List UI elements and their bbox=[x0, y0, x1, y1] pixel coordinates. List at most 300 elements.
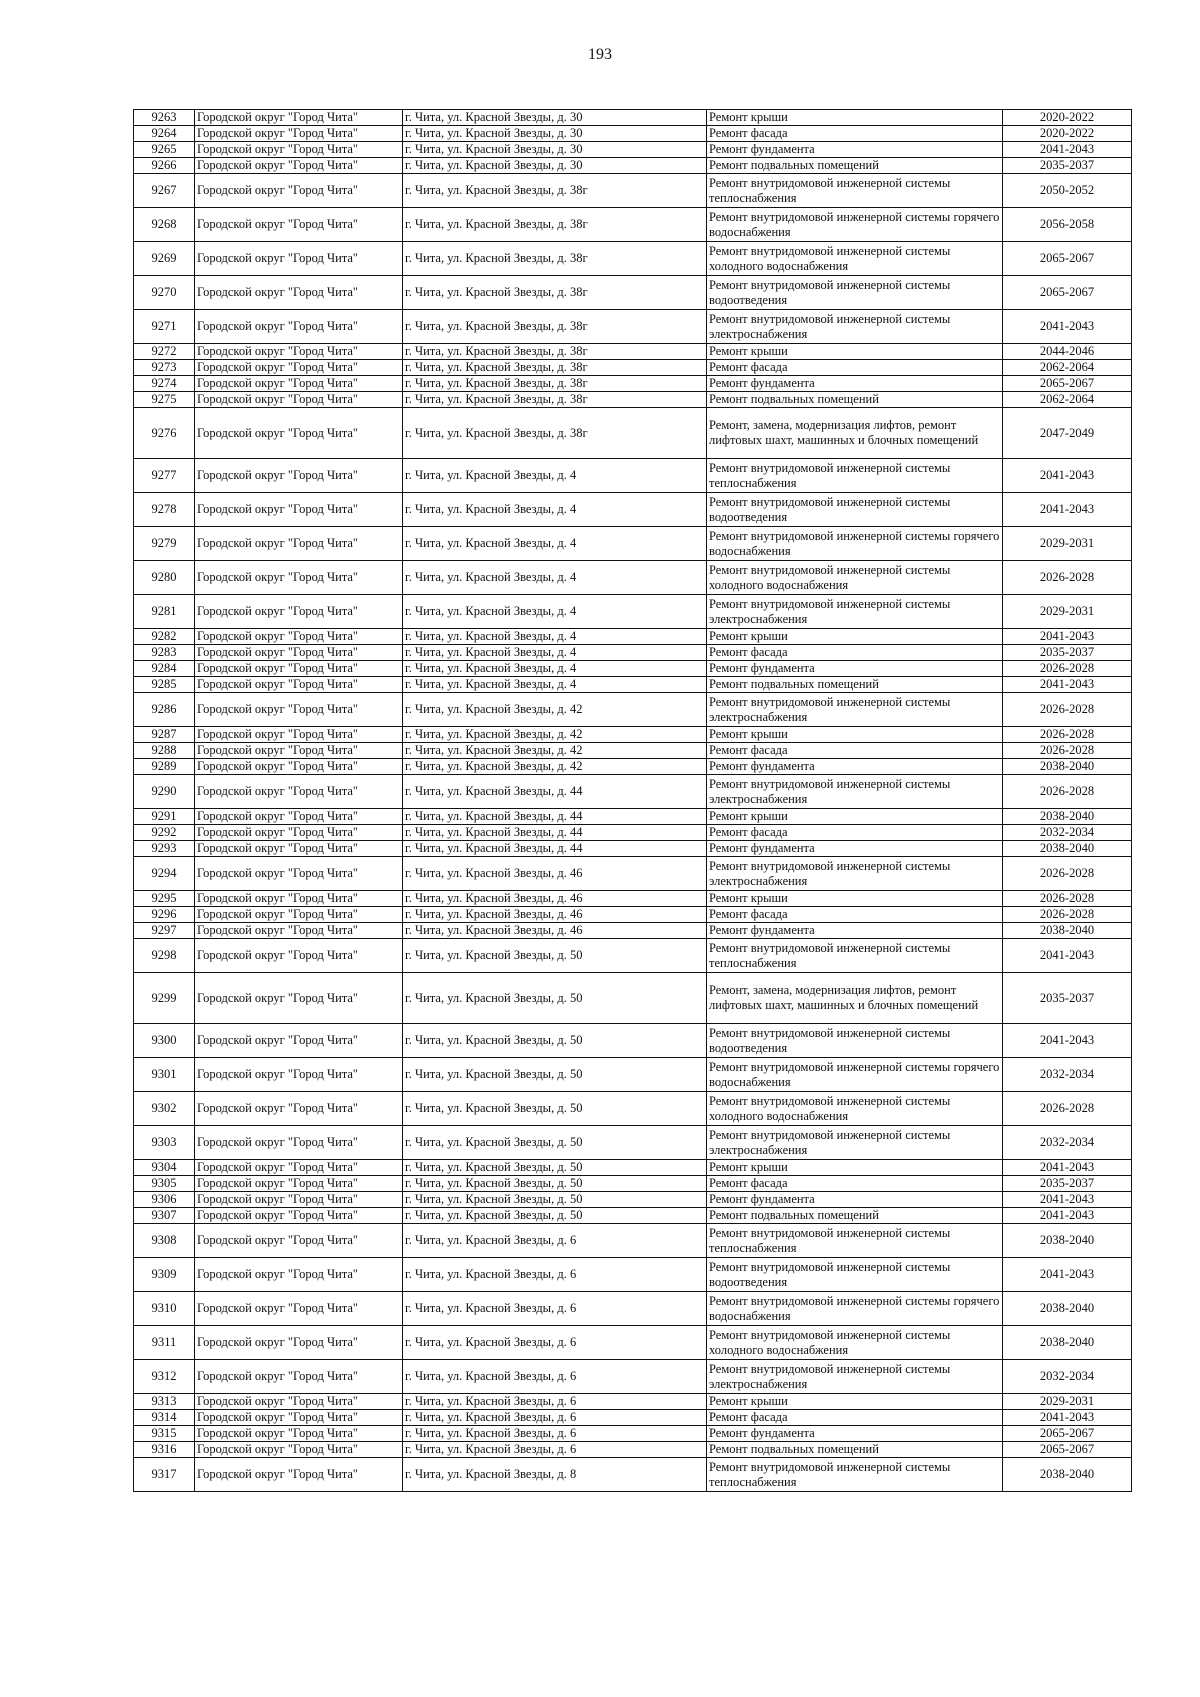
address-cell: г. Чита, ул. Красной Звезды, д. 38г bbox=[403, 360, 707, 376]
table-row bbox=[134, 174, 1132, 208]
address-cell: г. Чита, ул. Красной Звезды, д. 30 bbox=[403, 126, 707, 142]
row-number: 9284 bbox=[134, 661, 195, 677]
period-cell: 2035-2037 bbox=[1003, 1176, 1132, 1192]
address-cell: г. Чита, ул. Красной Звезды, д. 38г bbox=[403, 242, 707, 276]
table-row bbox=[134, 677, 1132, 693]
address-cell: г. Чита, ул. Красной Звезды, д. 30 bbox=[403, 110, 707, 126]
work-type-cell: Ремонт фундамента bbox=[707, 1426, 1003, 1442]
district-cell: Городской округ "Город Чита" bbox=[195, 759, 403, 775]
address-cell: г. Чита, ул. Красной Звезды, д. 4 bbox=[403, 561, 707, 595]
address-cell: г. Чита, ул. Красной Звезды, д. 46 bbox=[403, 923, 707, 939]
address-cell: г. Чита, ул. Красной Звезды, д. 4 bbox=[403, 527, 707, 561]
work-type-cell: Ремонт внутридомовой инженерной системы холодного водоснабжения bbox=[707, 561, 1003, 595]
district-cell: Городской округ "Город Чита" bbox=[195, 1258, 403, 1292]
period-cell: 2020-2022 bbox=[1003, 110, 1132, 126]
district-cell: Городской округ "Город Чита" bbox=[195, 376, 403, 392]
period-cell: 2029-2031 bbox=[1003, 595, 1132, 629]
period-cell: 2047-2049 bbox=[1003, 408, 1132, 459]
work-type-cell: Ремонт фасада bbox=[707, 645, 1003, 661]
table-row bbox=[134, 276, 1132, 310]
period-cell: 2065-2067 bbox=[1003, 376, 1132, 392]
row-number: 9280 bbox=[134, 561, 195, 595]
row-number: 9304 bbox=[134, 1160, 195, 1176]
table-row bbox=[134, 1126, 1132, 1160]
work-type-cell: Ремонт внутридомовой инженерной системы теплоснабжения bbox=[707, 1224, 1003, 1258]
address-cell: г. Чита, ул. Красной Звезды, д. 50 bbox=[403, 1126, 707, 1160]
period-cell: 2065-2067 bbox=[1003, 276, 1132, 310]
address-cell: г. Чита, ул. Красной Звезды, д. 44 bbox=[403, 825, 707, 841]
work-type-cell: Ремонт внутридомовой инженерной системы электроснабжения bbox=[707, 857, 1003, 891]
period-cell: 2029-2031 bbox=[1003, 1394, 1132, 1410]
row-number: 9291 bbox=[134, 809, 195, 825]
work-type-cell: Ремонт внутридомовой инженерной системы электроснабжения bbox=[707, 595, 1003, 629]
address-cell: г. Чита, ул. Красной Звезды, д. 50 bbox=[403, 1192, 707, 1208]
work-type-cell: Ремонт внутридомовой инженерной системы электроснабжения bbox=[707, 775, 1003, 809]
period-cell: 2041-2043 bbox=[1003, 1192, 1132, 1208]
district-cell: Городской округ "Город Чита" bbox=[195, 1458, 403, 1492]
district-cell: Городской округ "Город Чита" bbox=[195, 1176, 403, 1192]
address-cell: г. Чита, ул. Красной Звезды, д. 6 bbox=[403, 1442, 707, 1458]
table-row bbox=[134, 1410, 1132, 1426]
address-cell: г. Чита, ул. Красной Звезды, д. 38г bbox=[403, 392, 707, 408]
work-type-cell: Ремонт внутридомовой инженерной системы теплоснабжения bbox=[707, 174, 1003, 208]
work-type-cell: Ремонт подвальных помещений bbox=[707, 392, 1003, 408]
address-cell: г. Чита, ул. Красной Звезды, д. 6 bbox=[403, 1426, 707, 1442]
row-number: 9276 bbox=[134, 408, 195, 459]
address-cell: г. Чита, ул. Красной Звезды, д. 38г bbox=[403, 408, 707, 459]
address-cell: г. Чита, ул. Красной Звезды, д. 50 bbox=[403, 1058, 707, 1092]
table-row bbox=[134, 693, 1132, 727]
district-cell: Городской округ "Город Чита" bbox=[195, 891, 403, 907]
district-cell: Городской округ "Город Чита" bbox=[195, 661, 403, 677]
row-number: 9311 bbox=[134, 1326, 195, 1360]
address-cell: г. Чита, ул. Красной Звезды, д. 4 bbox=[403, 677, 707, 693]
work-type-cell: Ремонт внутридомовой инженерной системы холодного водоснабжения bbox=[707, 242, 1003, 276]
address-cell: г. Чита, ул. Красной Звезды, д. 6 bbox=[403, 1292, 707, 1326]
period-cell: 2026-2028 bbox=[1003, 907, 1132, 923]
district-cell: Городской округ "Город Чита" bbox=[195, 1224, 403, 1258]
table-row bbox=[134, 857, 1132, 891]
row-number: 9282 bbox=[134, 629, 195, 645]
district-cell: Городской округ "Город Чита" bbox=[195, 743, 403, 759]
table-row bbox=[134, 973, 1132, 1024]
period-cell: 2041-2043 bbox=[1003, 1024, 1132, 1058]
district-cell: Городской округ "Город Чита" bbox=[195, 595, 403, 629]
district-cell: Городской округ "Город Чита" bbox=[195, 1092, 403, 1126]
address-cell: г. Чита, ул. Красной Звезды, д. 50 bbox=[403, 939, 707, 973]
address-cell: г. Чита, ул. Красной Звезды, д. 50 bbox=[403, 973, 707, 1024]
row-number: 9303 bbox=[134, 1126, 195, 1160]
table-row bbox=[134, 923, 1132, 939]
period-cell: 2065-2067 bbox=[1003, 242, 1132, 276]
table-row bbox=[134, 1092, 1132, 1126]
table-row bbox=[134, 1192, 1132, 1208]
row-number: 9302 bbox=[134, 1092, 195, 1126]
period-cell: 2044-2046 bbox=[1003, 344, 1132, 360]
work-type-cell: Ремонт внутридомовой инженерной системы холодного водоснабжения bbox=[707, 1326, 1003, 1360]
table-row bbox=[134, 408, 1132, 459]
work-type-cell: Ремонт крыши bbox=[707, 727, 1003, 743]
work-type-cell: Ремонт крыши bbox=[707, 1160, 1003, 1176]
table-row bbox=[134, 110, 1132, 126]
table-row bbox=[134, 158, 1132, 174]
table-row bbox=[134, 759, 1132, 775]
period-cell: 2038-2040 bbox=[1003, 923, 1132, 939]
row-number: 9277 bbox=[134, 459, 195, 493]
district-cell: Городской округ "Город Чита" bbox=[195, 276, 403, 310]
table-row bbox=[134, 310, 1132, 344]
period-cell: 2041-2043 bbox=[1003, 1160, 1132, 1176]
period-cell: 2038-2040 bbox=[1003, 1224, 1132, 1258]
period-cell: 2041-2043 bbox=[1003, 629, 1132, 645]
district-cell: Городской округ "Город Чита" bbox=[195, 360, 403, 376]
district-cell: Городской округ "Город Чита" bbox=[195, 561, 403, 595]
period-cell: 2038-2040 bbox=[1003, 759, 1132, 775]
period-cell: 2029-2031 bbox=[1003, 527, 1132, 561]
table-row bbox=[134, 561, 1132, 595]
period-cell: 2026-2028 bbox=[1003, 693, 1132, 727]
work-type-cell: Ремонт фундамента bbox=[707, 841, 1003, 857]
row-number: 9297 bbox=[134, 923, 195, 939]
address-cell: г. Чита, ул. Красной Звезды, д. 30 bbox=[403, 142, 707, 158]
table-row bbox=[134, 1360, 1132, 1394]
work-type-cell: Ремонт внутридомовой инженерной системы теплоснабжения bbox=[707, 939, 1003, 973]
district-cell: Городской округ "Город Чита" bbox=[195, 344, 403, 360]
row-number: 9269 bbox=[134, 242, 195, 276]
district-cell: Городской округ "Город Чита" bbox=[195, 629, 403, 645]
table-row bbox=[134, 142, 1132, 158]
district-cell: Городской округ "Город Чита" bbox=[195, 775, 403, 809]
table-row bbox=[134, 1224, 1132, 1258]
table-row bbox=[134, 775, 1132, 809]
period-cell: 2026-2028 bbox=[1003, 743, 1132, 759]
period-cell: 2041-2043 bbox=[1003, 1208, 1132, 1224]
address-cell: г. Чита, ул. Красной Звезды, д. 44 bbox=[403, 775, 707, 809]
district-cell: Городской округ "Город Чита" bbox=[195, 459, 403, 493]
row-number: 9264 bbox=[134, 126, 195, 142]
row-number: 9267 bbox=[134, 174, 195, 208]
table-row bbox=[134, 841, 1132, 857]
period-cell: 2041-2043 bbox=[1003, 677, 1132, 693]
row-number: 9294 bbox=[134, 857, 195, 891]
row-number: 9317 bbox=[134, 1458, 195, 1492]
table-row bbox=[134, 1458, 1132, 1492]
work-type-cell: Ремонт внутридомовой инженерной системы электроснабжения bbox=[707, 310, 1003, 344]
work-type-cell: Ремонт, замена, модернизация лифтов, ремонт лифтовых шахт, машинных и блочных помещений bbox=[707, 973, 1003, 1024]
district-cell: Городской округ "Город Чита" bbox=[195, 1160, 403, 1176]
table-row bbox=[134, 360, 1132, 376]
row-number: 9293 bbox=[134, 841, 195, 857]
period-cell: 2026-2028 bbox=[1003, 661, 1132, 677]
work-type-cell: Ремонт внутридомовой инженерной системы горячего водоснабжения bbox=[707, 1292, 1003, 1326]
period-cell: 2032-2034 bbox=[1003, 1058, 1132, 1092]
district-cell: Городской округ "Город Чита" bbox=[195, 907, 403, 923]
work-type-cell: Ремонт крыши bbox=[707, 1394, 1003, 1410]
district-cell: Городской округ "Город Чита" bbox=[195, 142, 403, 158]
period-cell: 2041-2043 bbox=[1003, 142, 1132, 158]
table-row bbox=[134, 1208, 1132, 1224]
work-type-cell: Ремонт подвальных помещений bbox=[707, 1208, 1003, 1224]
work-type-cell: Ремонт крыши bbox=[707, 110, 1003, 126]
address-cell: г. Чита, ул. Красной Звезды, д. 44 bbox=[403, 841, 707, 857]
work-type-cell: Ремонт фундамента bbox=[707, 661, 1003, 677]
address-cell: г. Чита, ул. Красной Звезды, д. 50 bbox=[403, 1160, 707, 1176]
table-row bbox=[134, 1426, 1132, 1442]
work-type-cell: Ремонт подвальных помещений bbox=[707, 1442, 1003, 1458]
row-number: 9287 bbox=[134, 727, 195, 743]
row-number: 9279 bbox=[134, 527, 195, 561]
district-cell: Городской округ "Город Чита" bbox=[195, 1024, 403, 1058]
row-number: 9307 bbox=[134, 1208, 195, 1224]
table-row bbox=[134, 344, 1132, 360]
district-cell: Городской округ "Город Чита" bbox=[195, 110, 403, 126]
address-cell: г. Чита, ул. Красной Звезды, д. 42 bbox=[403, 693, 707, 727]
address-cell: г. Чита, ул. Красной Звезды, д. 4 bbox=[403, 459, 707, 493]
district-cell: Городской округ "Город Чита" bbox=[195, 1326, 403, 1360]
row-number: 9295 bbox=[134, 891, 195, 907]
period-cell: 2026-2028 bbox=[1003, 775, 1132, 809]
address-cell: г. Чита, ул. Красной Звезды, д. 42 bbox=[403, 743, 707, 759]
work-type-cell: Ремонт подвальных помещений bbox=[707, 677, 1003, 693]
period-cell: 2041-2043 bbox=[1003, 310, 1132, 344]
row-number: 9290 bbox=[134, 775, 195, 809]
period-cell: 2032-2034 bbox=[1003, 825, 1132, 841]
row-number: 9278 bbox=[134, 493, 195, 527]
work-type-cell: Ремонт подвальных помещений bbox=[707, 158, 1003, 174]
address-cell: г. Чита, ул. Красной Звезды, д. 4 bbox=[403, 645, 707, 661]
row-number: 9273 bbox=[134, 360, 195, 376]
district-cell: Городской округ "Город Чита" bbox=[195, 1442, 403, 1458]
table-row bbox=[134, 1024, 1132, 1058]
row-number: 9310 bbox=[134, 1292, 195, 1326]
district-cell: Городской округ "Город Чита" bbox=[195, 677, 403, 693]
district-cell: Городской округ "Город Чита" bbox=[195, 923, 403, 939]
table-row bbox=[134, 208, 1132, 242]
work-type-cell: Ремонт внутридомовой инженерной системы холодного водоснабжения bbox=[707, 1092, 1003, 1126]
period-cell: 2032-2034 bbox=[1003, 1360, 1132, 1394]
work-type-cell: Ремонт крыши bbox=[707, 344, 1003, 360]
work-type-cell: Ремонт фасада bbox=[707, 825, 1003, 841]
table-row bbox=[134, 242, 1132, 276]
period-cell: 2041-2043 bbox=[1003, 1258, 1132, 1292]
work-type-cell: Ремонт фасада bbox=[707, 1410, 1003, 1426]
district-cell: Городской округ "Город Чита" bbox=[195, 645, 403, 661]
work-type-cell: Ремонт фундамента bbox=[707, 142, 1003, 158]
address-cell: г. Чита, ул. Красной Звезды, д. 8 bbox=[403, 1458, 707, 1492]
district-cell: Городской округ "Город Чита" bbox=[195, 939, 403, 973]
period-cell: 2041-2043 bbox=[1003, 939, 1132, 973]
district-cell: Городской округ "Город Чита" bbox=[195, 493, 403, 527]
row-number: 9300 bbox=[134, 1024, 195, 1058]
row-number: 9312 bbox=[134, 1360, 195, 1394]
district-cell: Городской округ "Город Чита" bbox=[195, 1192, 403, 1208]
period-cell: 2065-2067 bbox=[1003, 1426, 1132, 1442]
repair-schedule-table bbox=[133, 109, 1132, 1492]
row-number: 9274 bbox=[134, 376, 195, 392]
period-cell: 2038-2040 bbox=[1003, 809, 1132, 825]
address-cell: г. Чита, ул. Красной Звезды, д. 38г bbox=[403, 276, 707, 310]
district-cell: Городской округ "Город Чита" bbox=[195, 126, 403, 142]
period-cell: 2026-2028 bbox=[1003, 1092, 1132, 1126]
row-number: 9271 bbox=[134, 310, 195, 344]
address-cell: г. Чита, ул. Красной Звезды, д. 50 bbox=[403, 1092, 707, 1126]
district-cell: Городской округ "Город Чита" bbox=[195, 973, 403, 1024]
district-cell: Городской округ "Город Чита" bbox=[195, 310, 403, 344]
district-cell: Городской округ "Город Чита" bbox=[195, 1208, 403, 1224]
address-cell: г. Чита, ул. Красной Звезды, д. 50 bbox=[403, 1176, 707, 1192]
table-row bbox=[134, 1058, 1132, 1092]
work-type-cell: Ремонт фундамента bbox=[707, 1192, 1003, 1208]
work-type-cell: Ремонт внутридомовой инженерной системы водоотведения bbox=[707, 1024, 1003, 1058]
district-cell: Городской округ "Город Чита" bbox=[195, 1426, 403, 1442]
work-type-cell: Ремонт фундамента bbox=[707, 376, 1003, 392]
address-cell: г. Чита, ул. Красной Звезды, д. 30 bbox=[403, 158, 707, 174]
district-cell: Городской округ "Город Чита" bbox=[195, 857, 403, 891]
work-type-cell: Ремонт внутридомовой инженерной системы водоотведения bbox=[707, 1258, 1003, 1292]
district-cell: Городской округ "Город Чита" bbox=[195, 693, 403, 727]
table-row bbox=[134, 727, 1132, 743]
table-row bbox=[134, 493, 1132, 527]
district-cell: Городской округ "Город Чита" bbox=[195, 527, 403, 561]
work-type-cell: Ремонт фасада bbox=[707, 743, 1003, 759]
work-type-cell: Ремонт фасада bbox=[707, 360, 1003, 376]
table-row bbox=[134, 939, 1132, 973]
row-number: 9263 bbox=[134, 110, 195, 126]
period-cell: 2026-2028 bbox=[1003, 891, 1132, 907]
address-cell: г. Чита, ул. Красной Звезды, д. 6 bbox=[403, 1326, 707, 1360]
address-cell: г. Чита, ул. Красной Звезды, д. 50 bbox=[403, 1208, 707, 1224]
district-cell: Городской округ "Город Чита" bbox=[195, 1394, 403, 1410]
work-type-cell: Ремонт крыши bbox=[707, 809, 1003, 825]
work-type-cell: Ремонт внутридомовой инженерной системы горячего водоснабжения bbox=[707, 527, 1003, 561]
table-row bbox=[134, 809, 1132, 825]
row-number: 9299 bbox=[134, 973, 195, 1024]
address-cell: г. Чита, ул. Красной Звезды, д. 38г bbox=[403, 208, 707, 242]
table-row bbox=[134, 1326, 1132, 1360]
work-type-cell: Ремонт внутридомовой инженерной системы электроснабжения bbox=[707, 1360, 1003, 1394]
table-row bbox=[134, 595, 1132, 629]
address-cell: г. Чита, ул. Красной Звезды, д. 42 bbox=[403, 759, 707, 775]
period-cell: 2041-2043 bbox=[1003, 493, 1132, 527]
address-cell: г. Чита, ул. Красной Звезды, д. 6 bbox=[403, 1360, 707, 1394]
address-cell: г. Чита, ул. Красной Звезды, д. 38г bbox=[403, 174, 707, 208]
period-cell: 2020-2022 bbox=[1003, 126, 1132, 142]
work-type-cell: Ремонт фундамента bbox=[707, 759, 1003, 775]
table-body bbox=[134, 110, 1132, 1492]
district-cell: Городской округ "Город Чита" bbox=[195, 825, 403, 841]
period-cell: 2026-2028 bbox=[1003, 857, 1132, 891]
period-cell: 2065-2067 bbox=[1003, 1442, 1132, 1458]
period-cell: 2035-2037 bbox=[1003, 158, 1132, 174]
row-number: 9266 bbox=[134, 158, 195, 174]
table-row bbox=[134, 126, 1132, 142]
page-number: 193 bbox=[588, 46, 612, 63]
table-row bbox=[134, 645, 1132, 661]
period-cell: 2026-2028 bbox=[1003, 727, 1132, 743]
table-row bbox=[134, 527, 1132, 561]
address-cell: г. Чита, ул. Красной Звезды, д. 44 bbox=[403, 809, 707, 825]
period-cell: 2038-2040 bbox=[1003, 1326, 1132, 1360]
period-cell: 2056-2058 bbox=[1003, 208, 1132, 242]
table-row bbox=[134, 907, 1132, 923]
district-cell: Городской округ "Город Чита" bbox=[195, 392, 403, 408]
work-type-cell: Ремонт крыши bbox=[707, 891, 1003, 907]
row-number: 9283 bbox=[134, 645, 195, 661]
period-cell: 2038-2040 bbox=[1003, 1458, 1132, 1492]
period-cell: 2026-2028 bbox=[1003, 561, 1132, 595]
row-number: 9281 bbox=[134, 595, 195, 629]
district-cell: Городской округ "Город Чита" bbox=[195, 174, 403, 208]
address-cell: г. Чита, ул. Красной Звезды, д. 6 bbox=[403, 1410, 707, 1426]
row-number: 9315 bbox=[134, 1426, 195, 1442]
work-type-cell: Ремонт внутридомовой инженерной системы горячего водоснабжения bbox=[707, 1058, 1003, 1092]
period-cell: 2050-2052 bbox=[1003, 174, 1132, 208]
table-row bbox=[134, 891, 1132, 907]
district-cell: Городской округ "Город Чита" bbox=[195, 1410, 403, 1426]
district-cell: Городской округ "Город Чита" bbox=[195, 1292, 403, 1326]
work-type-cell: Ремонт внутридомовой инженерной системы водоотведения bbox=[707, 276, 1003, 310]
district-cell: Городской округ "Город Чита" bbox=[195, 1126, 403, 1160]
row-number: 9298 bbox=[134, 939, 195, 973]
work-type-cell: Ремонт внутридомовой инженерной системы теплоснабжения bbox=[707, 459, 1003, 493]
table-row bbox=[134, 1394, 1132, 1410]
work-type-cell: Ремонт фасада bbox=[707, 126, 1003, 142]
row-number: 9289 bbox=[134, 759, 195, 775]
row-number: 9286 bbox=[134, 693, 195, 727]
work-type-cell: Ремонт фундамента bbox=[707, 923, 1003, 939]
district-cell: Городской округ "Город Чита" bbox=[195, 158, 403, 174]
row-number: 9306 bbox=[134, 1192, 195, 1208]
address-cell: г. Чита, ул. Красной Звезды, д. 4 bbox=[403, 595, 707, 629]
table-row bbox=[134, 629, 1132, 645]
row-number: 9288 bbox=[134, 743, 195, 759]
address-cell: г. Чита, ул. Красной Звезды, д. 46 bbox=[403, 891, 707, 907]
work-type-cell: Ремонт крыши bbox=[707, 629, 1003, 645]
district-cell: Городской округ "Город Чита" bbox=[195, 1058, 403, 1092]
work-type-cell: Ремонт фасада bbox=[707, 907, 1003, 923]
address-cell: г. Чита, ул. Красной Звезды, д. 46 bbox=[403, 907, 707, 923]
row-number: 9285 bbox=[134, 677, 195, 693]
work-type-cell: Ремонт внутридомовой инженерной системы водоотведения bbox=[707, 493, 1003, 527]
address-cell: г. Чита, ул. Красной Звезды, д. 4 bbox=[403, 493, 707, 527]
address-cell: г. Чита, ул. Красной Звезды, д. 6 bbox=[403, 1224, 707, 1258]
work-type-cell: Ремонт внутридомовой инженерной системы электроснабжения bbox=[707, 693, 1003, 727]
row-number: 9275 bbox=[134, 392, 195, 408]
address-cell: г. Чита, ул. Красной Звезды, д. 38г bbox=[403, 310, 707, 344]
row-number: 9316 bbox=[134, 1442, 195, 1458]
period-cell: 2062-2064 bbox=[1003, 392, 1132, 408]
row-number: 9305 bbox=[134, 1176, 195, 1192]
address-cell: г. Чита, ул. Красной Звезды, д. 42 bbox=[403, 727, 707, 743]
work-type-cell: Ремонт, замена, модернизация лифтов, ремонт лифтовых шахт, машинных и блочных помещений bbox=[707, 408, 1003, 459]
row-number: 9268 bbox=[134, 208, 195, 242]
row-number: 9270 bbox=[134, 276, 195, 310]
work-type-cell: Ремонт внутридомовой инженерной системы теплоснабжения bbox=[707, 1458, 1003, 1492]
table-row bbox=[134, 743, 1132, 759]
work-type-cell: Ремонт внутридомовой инженерной системы горячего водоснабжения bbox=[707, 208, 1003, 242]
row-number: 9301 bbox=[134, 1058, 195, 1092]
row-number: 9309 bbox=[134, 1258, 195, 1292]
row-number: 9296 bbox=[134, 907, 195, 923]
table-row bbox=[134, 1292, 1132, 1326]
table-row bbox=[134, 661, 1132, 677]
address-cell: г. Чита, ул. Красной Звезды, д. 46 bbox=[403, 857, 707, 891]
period-cell: 2062-2064 bbox=[1003, 360, 1132, 376]
row-number: 9292 bbox=[134, 825, 195, 841]
work-type-cell: Ремонт фасада bbox=[707, 1176, 1003, 1192]
district-cell: Городской округ "Город Чита" bbox=[195, 841, 403, 857]
work-type-cell: Ремонт внутридомовой инженерной системы электроснабжения bbox=[707, 1126, 1003, 1160]
